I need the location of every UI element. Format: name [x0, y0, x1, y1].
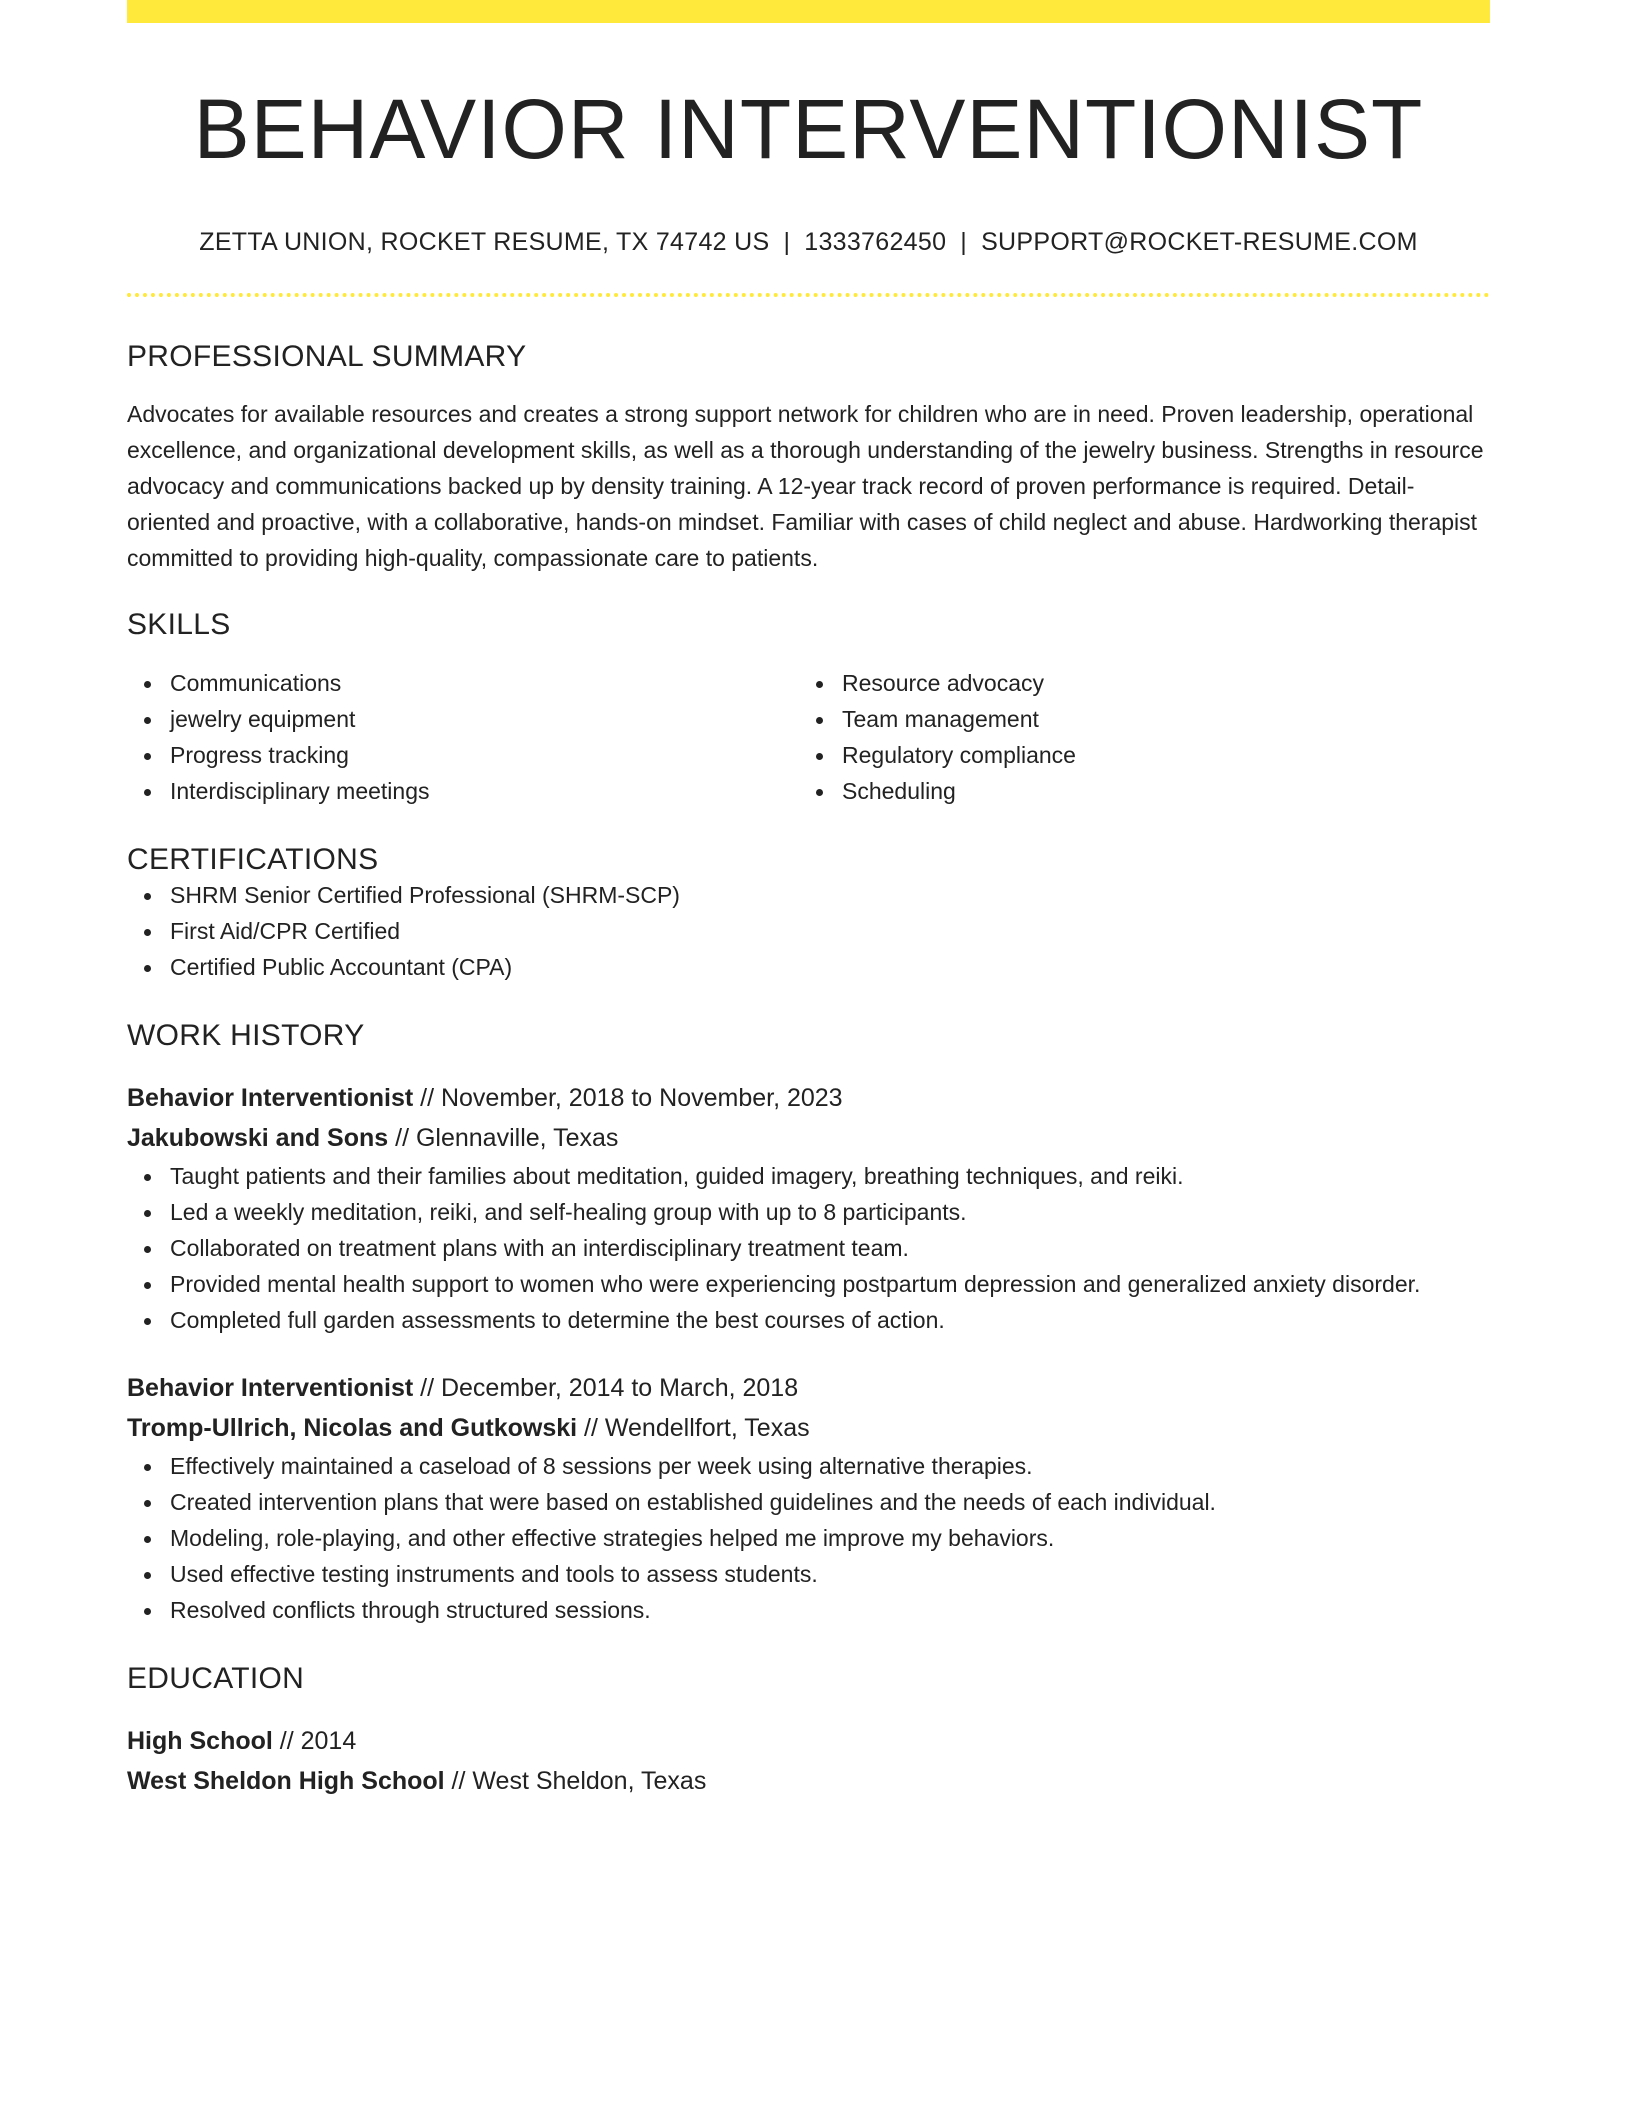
certifications-heading: CERTIFICATIONS [127, 843, 379, 877]
summary-text: Advocates for available resources and creates a strong support network for children who are in need. Proven leadership, operational excellence, and organizational development skills, as well as a thorough understanding of the jewelry business. Strengths in resource advocacy and communications backed up by density training. A 12-year track record of proven performance is required. Detail-oriented and proactive, with a collaborative, hands-on mindset. Familiar with cases of child neglect and abuse. Hardworking therapist committed to providing high-quality, compassionate care to patients. [127, 401, 1484, 572]
job-bullet: Used effective testing instruments and tools to assess students. [127, 1556, 1490, 1592]
contact-separator: | [960, 228, 968, 257]
job-role: Behavior Interventionist [127, 1084, 414, 1113]
skills-heading: SKILLS [127, 608, 231, 642]
job-bullet: Resolved conflicts through structured sessions. [127, 1592, 1490, 1628]
education-school-line [127, 1761, 1490, 1801]
certifications-list [127, 877, 1490, 985]
skills-section [127, 608, 1490, 809]
job-location: // Glennaville, Texas [388, 1124, 619, 1153]
certification-item: SHRM Senior Certified Professional (SHRM-SCP) [127, 877, 1490, 913]
work-history-section [127, 1019, 1490, 1628]
job-company: Jakubowski and Sons [127, 1124, 389, 1153]
job-bullets [127, 1158, 1490, 1338]
job-title-line [127, 1368, 1490, 1408]
job-entry [127, 1078, 1490, 1338]
skills-right-list [799, 665, 1471, 809]
job-bullet: Effectively maintained a caseload of 8 sessions per week using alternative therapies. [127, 1448, 1490, 1484]
contact-line [127, 227, 1490, 257]
job-bullets [127, 1448, 1490, 1628]
skill-item: Resource advocacy [799, 665, 1471, 701]
job-company: Tromp-Ullrich, Nicolas and Gutkowski [127, 1414, 578, 1443]
job-dates: // December, 2014 to March, 2018 [413, 1374, 799, 1403]
job-bullet: Taught patients and their families about meditation, guided imagery, breathing techniques, and reiki. [127, 1158, 1490, 1194]
job-company-line [127, 1408, 1490, 1448]
certification-item: First Aid/CPR Certified [127, 913, 1490, 949]
job-bullet: Modeling, role-playing, and other effective strategies helped me improve my behaviors. [127, 1520, 1490, 1556]
job-bullet: Created intervention plans that were based on established guidelines and the needs of each individual. [127, 1484, 1490, 1520]
accent-top-bar [127, 0, 1490, 23]
skills-left-list [127, 665, 799, 809]
page-title: BEHAVIOR INTERVENTIONIST [193, 82, 1424, 176]
certifications-section [127, 843, 1490, 985]
education-degree-line [127, 1721, 1490, 1761]
education-degree: High School [127, 1727, 273, 1756]
skill-item: Communications [127, 665, 799, 701]
job-bullet: Provided mental health support to women who were experiencing postpartum depression and generalized anxiety disorder. [127, 1266, 1490, 1302]
contact-separator: | [783, 228, 791, 257]
education-entry [127, 1721, 1490, 1801]
skill-item: Team management [799, 701, 1471, 737]
skill-item: Interdisciplinary meetings [127, 773, 799, 809]
job-entry [127, 1368, 1490, 1628]
skill-item: Progress tracking [127, 737, 799, 773]
work-history-heading: WORK HISTORY [127, 1019, 365, 1053]
contact-phone: 1333762450 [804, 228, 947, 257]
job-role: Behavior Interventionist [127, 1374, 414, 1403]
summary-heading: PROFESSIONAL SUMMARY [127, 340, 527, 374]
job-bullet: Led a weekly meditation, reiki, and self-healing group with up to 8 participants. [127, 1194, 1490, 1230]
skill-item: Regulatory compliance [799, 737, 1471, 773]
skill-item: Scheduling [799, 773, 1471, 809]
skill-item: jewelry equipment [127, 701, 799, 737]
job-company-line [127, 1118, 1490, 1158]
job-location: // Wendellfort, Texas [577, 1414, 810, 1443]
resume-page [127, 0, 1490, 1801]
skills-columns [127, 665, 1490, 809]
education-school: West Sheldon High School [127, 1767, 445, 1796]
contact-address: ZETTA UNION, ROCKET RESUME, TX 74742 US [199, 228, 770, 257]
education-heading: EDUCATION [127, 1662, 305, 1696]
job-bullet: Completed full garden assessments to determine the best courses of action. [127, 1302, 1490, 1338]
job-title-line [127, 1078, 1490, 1118]
dotted-divider [127, 293, 1490, 297]
education-year: // 2014 [272, 1727, 357, 1756]
education-section [127, 1662, 1490, 1801]
contact-email: SUPPORT@ROCKET-RESUME.COM [981, 228, 1418, 257]
job-bullet: Collaborated on treatment plans with an interdisciplinary treatment team. [127, 1230, 1490, 1266]
summary-section [127, 340, 1490, 576]
education-location: // West Sheldon, Texas [444, 1767, 707, 1796]
certification-item: Certified Public Accountant (CPA) [127, 949, 1490, 985]
job-dates: // November, 2018 to November, 2023 [413, 1084, 843, 1113]
